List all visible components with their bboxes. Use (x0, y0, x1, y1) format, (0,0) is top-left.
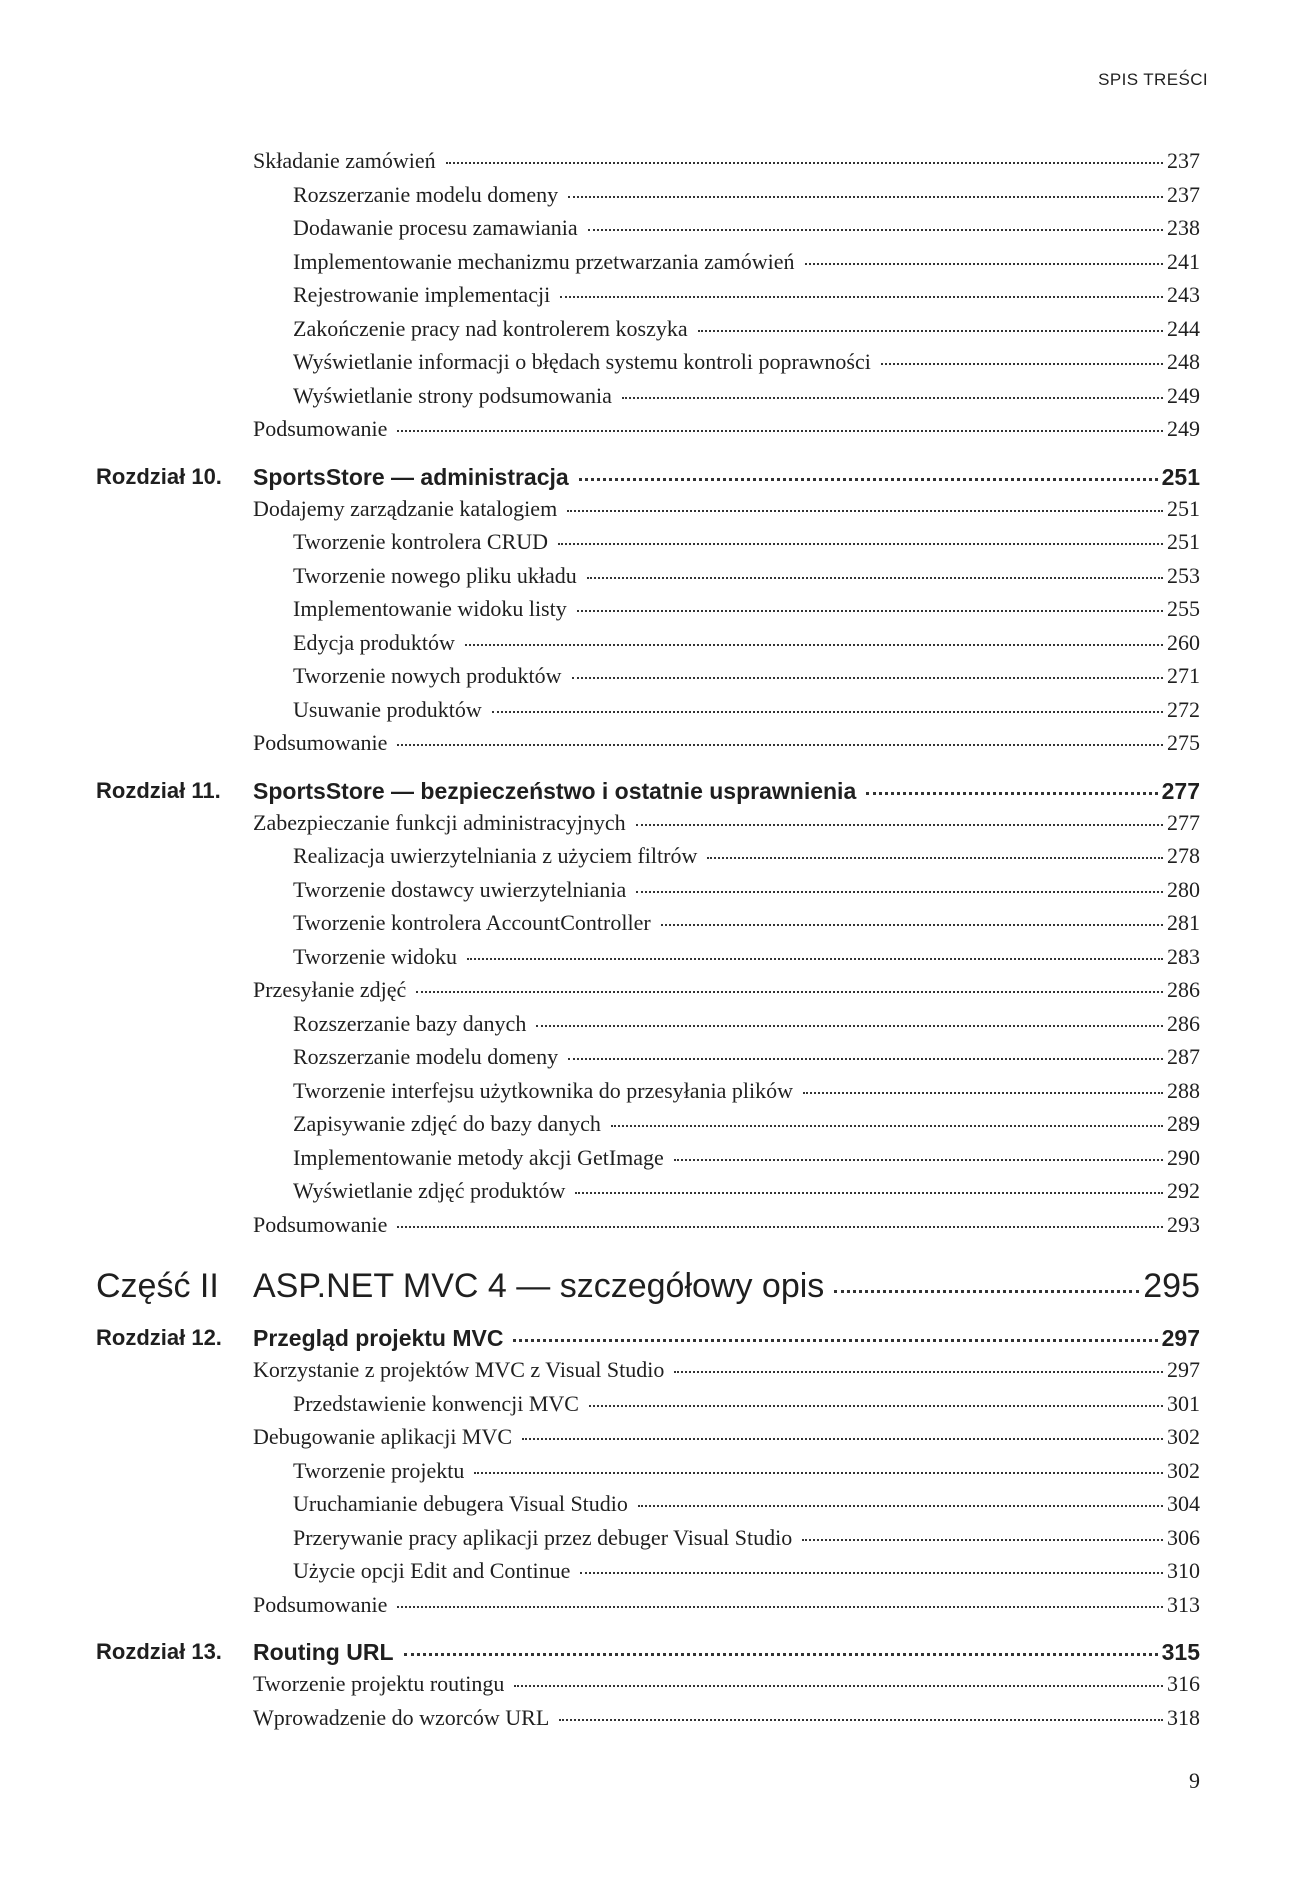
entry-title: Przedstawienie konwencji MVC (293, 1390, 579, 1416)
dot-leader (522, 1438, 1163, 1440)
toc-entry (96, 596, 1200, 630)
dot-leader (636, 891, 1163, 893)
entry-page-number: 292 (1167, 1178, 1200, 1203)
entry-title: Rejestrowanie implementacji (293, 282, 551, 307)
entry-title: Wyświetlanie informacji o błędach systemu kontroli poprawności (293, 349, 871, 374)
toc-entry (96, 1357, 1200, 1391)
entry-title: Dodawanie procesu zamawiania (293, 215, 578, 240)
dot-leader (698, 330, 1163, 332)
dot-leader (611, 1125, 1163, 1127)
toc-entry (96, 1011, 1200, 1045)
entry-title: Zabezpieczanie funkcji administracyjnych (253, 809, 626, 835)
toc-entry (96, 1525, 1200, 1559)
toc-entry (96, 148, 1200, 182)
entry-title: Dodajemy zarządzanie katalogiem (253, 495, 558, 521)
toc-entry (96, 282, 1200, 316)
dot-leader (446, 162, 1163, 164)
toc-entry (96, 182, 1200, 216)
toc-entry (96, 697, 1200, 731)
dot-leader (866, 792, 1157, 795)
chapter-label: Rozdział 11. (96, 777, 221, 803)
dot-leader (513, 1339, 1157, 1342)
toc-entry (96, 877, 1200, 911)
entry-page-number: 241 (1167, 248, 1200, 274)
entry-page-number: 288 (1167, 1077, 1200, 1103)
toc-entry (96, 563, 1200, 597)
entry-page-number: 290 (1167, 1144, 1200, 1170)
entry-page-number: 251 (1167, 529, 1200, 554)
toc-entry (96, 496, 1200, 530)
dot-leader (674, 1371, 1163, 1373)
entry-title: Implementowanie widoku listy (293, 596, 567, 621)
dot-leader (834, 1290, 1139, 1293)
dot-leader (803, 1092, 1163, 1094)
entry-page-number: 260 (1167, 629, 1200, 655)
entry-title: Podsumowanie (253, 730, 388, 755)
dot-leader (467, 958, 1163, 960)
dot-leader (514, 1685, 1163, 1687)
part-label: Część II (96, 1267, 219, 1305)
entry-title: Zakończenie pracy nad kontrolerem koszyka (293, 315, 688, 341)
entry-page-number: 251 (1161, 463, 1200, 490)
dot-leader (572, 677, 1163, 679)
dot-leader (589, 1405, 1163, 1407)
entry-page-number: 302 (1167, 1457, 1200, 1483)
entry-page-number: 297 (1161, 1325, 1200, 1351)
toc-entry (96, 843, 1200, 877)
entry-page-number: 306 (1167, 1524, 1200, 1550)
dot-leader (474, 1472, 1163, 1474)
toc-entry (96, 630, 1200, 664)
entry-page-number: 301 (1167, 1390, 1200, 1416)
entry-title: Tworzenie nowego pliku układu (293, 562, 577, 588)
entry-page-number: 275 (1167, 730, 1200, 755)
dot-leader (559, 1719, 1163, 1721)
toc-entry (96, 529, 1200, 563)
entry-title: Tworzenie widoku (293, 943, 458, 969)
entry-title: Tworzenie kontrolera AccountController (293, 910, 651, 935)
toc-entry (96, 215, 1200, 249)
entry-page-number: 244 (1167, 315, 1200, 341)
toc-chapter-entry (96, 1639, 1200, 1671)
entry-title: Składanie zamówień (253, 148, 436, 173)
toc-entry (96, 249, 1200, 283)
toc-entry (96, 810, 1200, 844)
dot-leader (580, 1572, 1163, 1574)
toc-entry (96, 1145, 1200, 1179)
entry-title: Podsumowanie (253, 1591, 388, 1617)
toc-chapter-entry (96, 1325, 1200, 1357)
dot-leader (397, 1606, 1163, 1608)
toc-entry (96, 910, 1200, 944)
toc-part-entry (96, 1267, 1200, 1311)
running-header: SPIS TREŚCI (1098, 70, 1208, 89)
toc-entry (96, 1078, 1200, 1112)
dot-leader (881, 363, 1163, 365)
entry-page-number: 287 (1167, 1044, 1200, 1069)
entry-title: Tworzenie projektu routingu (253, 1671, 505, 1696)
entry-page-number: 255 (1167, 596, 1200, 621)
entry-title: Edycja produktów (293, 629, 455, 655)
dot-leader (802, 1539, 1163, 1541)
dot-leader (707, 857, 1163, 859)
dot-leader (638, 1505, 1163, 1507)
entry-page-number: 302 (1167, 1424, 1200, 1449)
dot-leader (560, 296, 1163, 298)
entry-page-number: 253 (1167, 562, 1200, 588)
dot-leader (588, 229, 1163, 231)
toc-entry (96, 1178, 1200, 1212)
toc-entry (96, 1705, 1200, 1739)
toc-entry (96, 316, 1200, 350)
toc-entry (96, 1491, 1200, 1525)
toc-entry (96, 663, 1200, 697)
entry-page-number: 277 (1161, 777, 1200, 804)
dot-leader (575, 1192, 1163, 1194)
toc-entry (96, 1044, 1200, 1078)
dot-leader (567, 510, 1163, 512)
entry-page-number: 249 (1167, 382, 1200, 408)
dot-leader (465, 644, 1163, 646)
dot-leader (579, 478, 1158, 481)
entry-title: Użycie opcji Edit and Continue (293, 1558, 571, 1583)
dot-leader (397, 430, 1163, 432)
entry-title: Tworzenie kontrolera CRUD (293, 529, 549, 554)
dot-leader (674, 1159, 1163, 1161)
toc-entry (96, 1458, 1200, 1492)
dot-leader (404, 1653, 1158, 1656)
chapter-label: Rozdział 10. (96, 463, 222, 489)
entry-page-number: 277 (1167, 809, 1200, 835)
entry-page-number: 238 (1167, 215, 1200, 240)
toc-entry (96, 1592, 1200, 1626)
entry-title: Implementowanie mechanizmu przetwarzania zamówień (293, 248, 795, 274)
entry-page-number: 280 (1167, 876, 1200, 902)
dot-leader (805, 263, 1164, 265)
entry-page-number: 278 (1167, 843, 1200, 868)
dot-leader (577, 610, 1163, 612)
toc-entry (96, 730, 1200, 764)
entry-title: Przegląd projektu MVC (253, 1325, 504, 1351)
entry-page-number: 315 (1161, 1639, 1200, 1665)
entry-page-number: 281 (1167, 910, 1200, 935)
dot-leader (536, 1025, 1163, 1027)
dot-leader (416, 991, 1163, 993)
entry-page-number: 316 (1167, 1671, 1200, 1696)
entry-page-number: 243 (1167, 282, 1200, 307)
dot-leader (661, 924, 1163, 926)
entry-page-number: 286 (1167, 1010, 1200, 1036)
entry-title: Podsumowanie (253, 416, 388, 441)
entry-page-number: 237 (1167, 148, 1200, 173)
chapter-label: Rozdział 12. (96, 1325, 222, 1350)
toc-entry (96, 1671, 1200, 1705)
toc-entry (96, 1558, 1200, 1592)
entry-title: Przerywanie pracy aplikacji przez debuger Visual Studio (293, 1524, 793, 1550)
dot-leader (568, 1058, 1163, 1060)
entry-title: Usuwanie produktów (293, 696, 482, 722)
entry-title: Uruchamianie debugera Visual Studio (293, 1491, 628, 1516)
entry-title: Rozszerzanie modelu domeny (293, 1044, 559, 1069)
dot-leader (622, 397, 1163, 399)
entry-title: Korzystanie z projektów MVC z Visual Studio (253, 1357, 665, 1382)
entry-page-number: 304 (1167, 1491, 1200, 1516)
toc-entry (96, 1212, 1200, 1246)
chapter-label: Rozdział 13. (96, 1639, 222, 1664)
entry-page-number: 318 (1167, 1704, 1200, 1730)
toc-entry (96, 944, 1200, 978)
entry-title: SportsStore — administracja (253, 463, 569, 490)
entry-page-number: 286 (1167, 977, 1200, 1002)
entry-page-number: 251 (1167, 495, 1200, 521)
entry-page-number: 272 (1167, 696, 1200, 722)
dot-leader (636, 824, 1163, 826)
dot-leader (558, 543, 1163, 545)
toc-chapter-entry (96, 778, 1200, 810)
dot-leader (587, 577, 1163, 579)
entry-page-number: 237 (1167, 181, 1200, 207)
toc-chapter-entry (96, 464, 1200, 496)
entry-title: Tworzenie interfejsu użytkownika do przesyłania plików (293, 1077, 794, 1103)
entry-title: Przesyłanie zdjęć (253, 977, 407, 1002)
entry-title: Tworzenie projektu (293, 1457, 465, 1483)
entry-title: Debugowanie aplikacji MVC (253, 1424, 513, 1449)
entry-page-number: 283 (1167, 943, 1200, 969)
entry-page-number: 313 (1167, 1591, 1200, 1617)
entry-page-number: 293 (1167, 1211, 1200, 1237)
toc-entry (96, 416, 1200, 450)
entry-page-number: 295 (1143, 1267, 1200, 1305)
toc-entry (96, 1391, 1200, 1425)
entry-page-number: 248 (1167, 349, 1200, 374)
entry-title: Wyświetlanie zdjęć produktów (293, 1178, 566, 1203)
entry-title: Realizacja uwierzytelniania z użyciem filtrów (293, 843, 698, 868)
entry-title: Routing URL (253, 1639, 394, 1665)
dot-leader (492, 711, 1163, 713)
entry-title: Tworzenie nowych produktów (293, 663, 562, 688)
entry-title: Implementowanie metody akcji GetImage (293, 1144, 664, 1170)
entry-title: Tworzenie dostawcy uwierzytelniania (293, 876, 627, 902)
toc-entry (96, 1424, 1200, 1458)
toc-entry (96, 1111, 1200, 1145)
entry-page-number: 271 (1167, 663, 1200, 688)
toc-entry (96, 349, 1200, 383)
entry-title: SportsStore — bezpieczeństwo i ostatnie usprawnienia (253, 777, 857, 804)
entry-page-number: 249 (1167, 416, 1200, 441)
entry-title: Wyświetlanie strony podsumowania (293, 382, 612, 408)
entry-title: Zapisywanie zdjęć do bazy danych (293, 1111, 601, 1136)
entry-title: Rozszerzanie bazy danych (293, 1010, 527, 1036)
table-of-contents (96, 148, 1200, 1738)
page-number: 9 (1189, 1768, 1200, 1793)
entry-title: Wprowadzenie do wzorców URL (253, 1704, 550, 1730)
entry-title: ASP.NET MVC 4 — szczegółowy opis (253, 1267, 825, 1305)
dot-leader (568, 196, 1163, 198)
entry-title: Podsumowanie (253, 1211, 388, 1237)
entry-page-number: 289 (1167, 1111, 1200, 1136)
toc-entry (96, 977, 1200, 1011)
dot-leader (397, 744, 1163, 746)
dot-leader (397, 1226, 1163, 1228)
toc-entry (96, 383, 1200, 417)
entry-page-number: 310 (1167, 1558, 1200, 1583)
entry-page-number: 297 (1167, 1357, 1200, 1382)
entry-title: Rozszerzanie modelu domeny (293, 181, 559, 207)
